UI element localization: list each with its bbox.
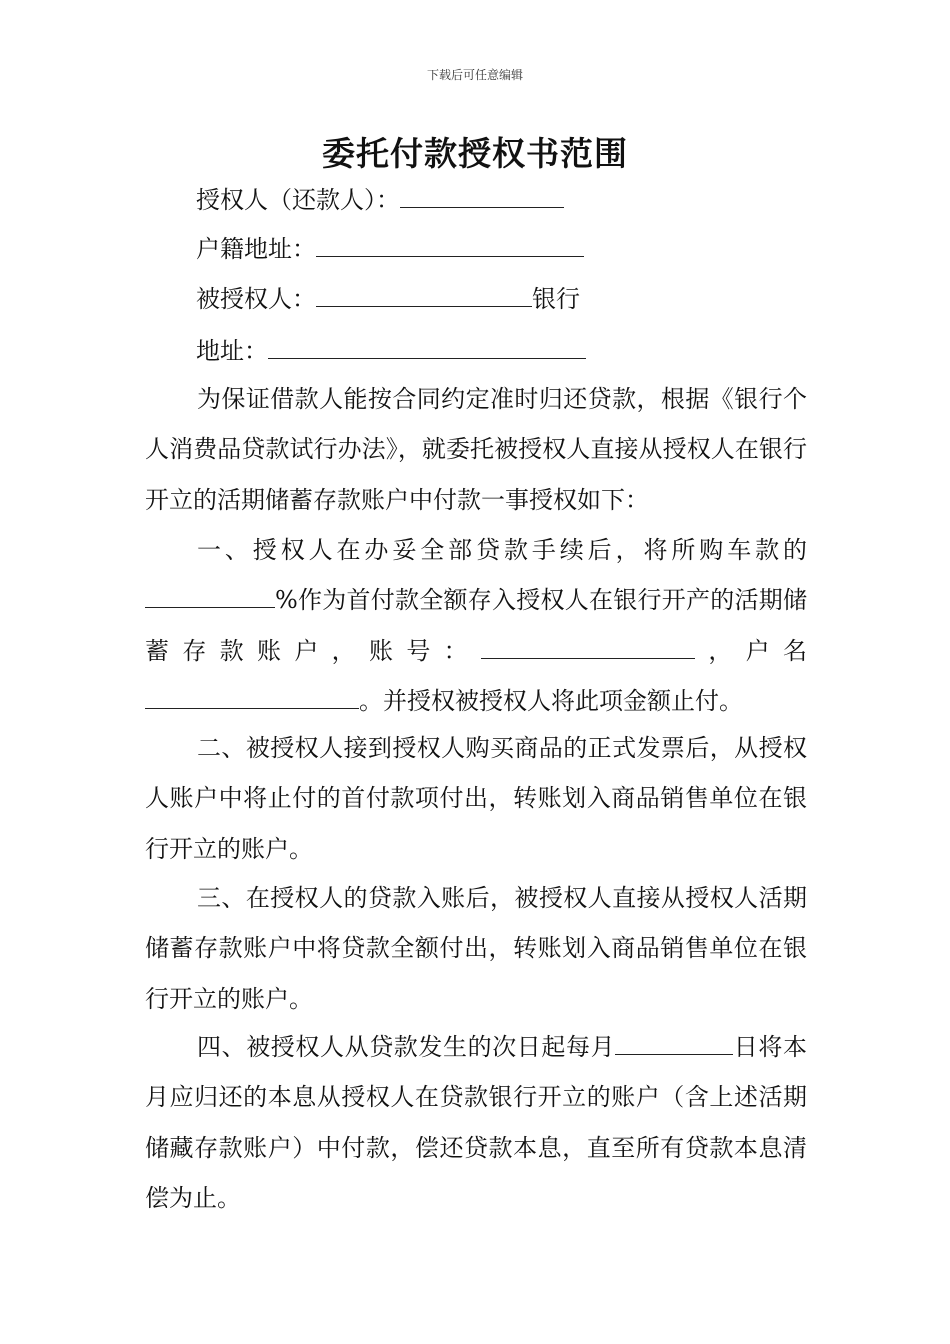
authorizer-label: 授权人（还款人）： (196, 186, 400, 214)
location-field (196, 336, 586, 366)
authorized-label: 被授权人： (196, 285, 316, 313)
header-note: 下载后可任意编辑 (426, 68, 523, 82)
clause-three: 三、在授权人的贷款入账后，被授权人直接从授权人活期储蓄存款账户中将贷款全额付出，转账划入商品销售单位在银行开立的账户。 (145, 884, 807, 1013)
clause-two: 二、被授权人接到授权人购买商品的正式发票后，从授权人账户中将止付的首付款项付出，转账划入商品销售单位在银行开立的账户。 (145, 734, 807, 863)
authorizer-blank (400, 185, 564, 208)
location-blank (268, 336, 586, 359)
address-label: 户籍地址： (196, 235, 316, 263)
document-title: 委托付款授权书范围 (322, 134, 628, 173)
clause-one-text-c: ，户名 (695, 636, 807, 665)
clause-one (145, 525, 807, 726)
clause-one-text-d: 。并授权被授权人将此项金额止付。 (359, 686, 743, 715)
clause-four (145, 1022, 807, 1223)
account-number-blank (481, 638, 695, 659)
authorizer-field (196, 185, 564, 215)
clause-four-text-a: 四、被授权人从贷款发生的次日起每月 (197, 1033, 616, 1061)
location-label: 地址： (196, 337, 268, 365)
bank-suffix: 银行 (532, 285, 580, 313)
clause-four-text-b: 日将本月应归还的本息从授权人在贷款银行开立的账户（含上述活期储藏存款账户）中付款，偿还贷款本息，直至所有贷款本息清偿为止。 (145, 1033, 808, 1212)
clause-one-text-a: 一、授权人在办妥全部贷款手续后，将所购车款的 (197, 536, 807, 564)
intro-paragraph: 为保证借款人能按合同约定准时归还贷款，根据《银行个人消费品贷款试行办法》，就委托被授权人直接从授权人在银行开立的活期储蓄存款账户中付款一事授权如下： (145, 385, 807, 514)
clause-one-text-b: %作为首付款全额存入授权人在银行开产的活期储蓄存款账户，账号： (145, 586, 807, 665)
account-name-blank (145, 688, 359, 709)
authorized-field (196, 284, 580, 314)
authorized-blank (316, 284, 532, 307)
address-field (196, 234, 584, 264)
day-blank (615, 1034, 733, 1055)
percent-blank (145, 587, 275, 608)
address-blank (316, 234, 584, 257)
